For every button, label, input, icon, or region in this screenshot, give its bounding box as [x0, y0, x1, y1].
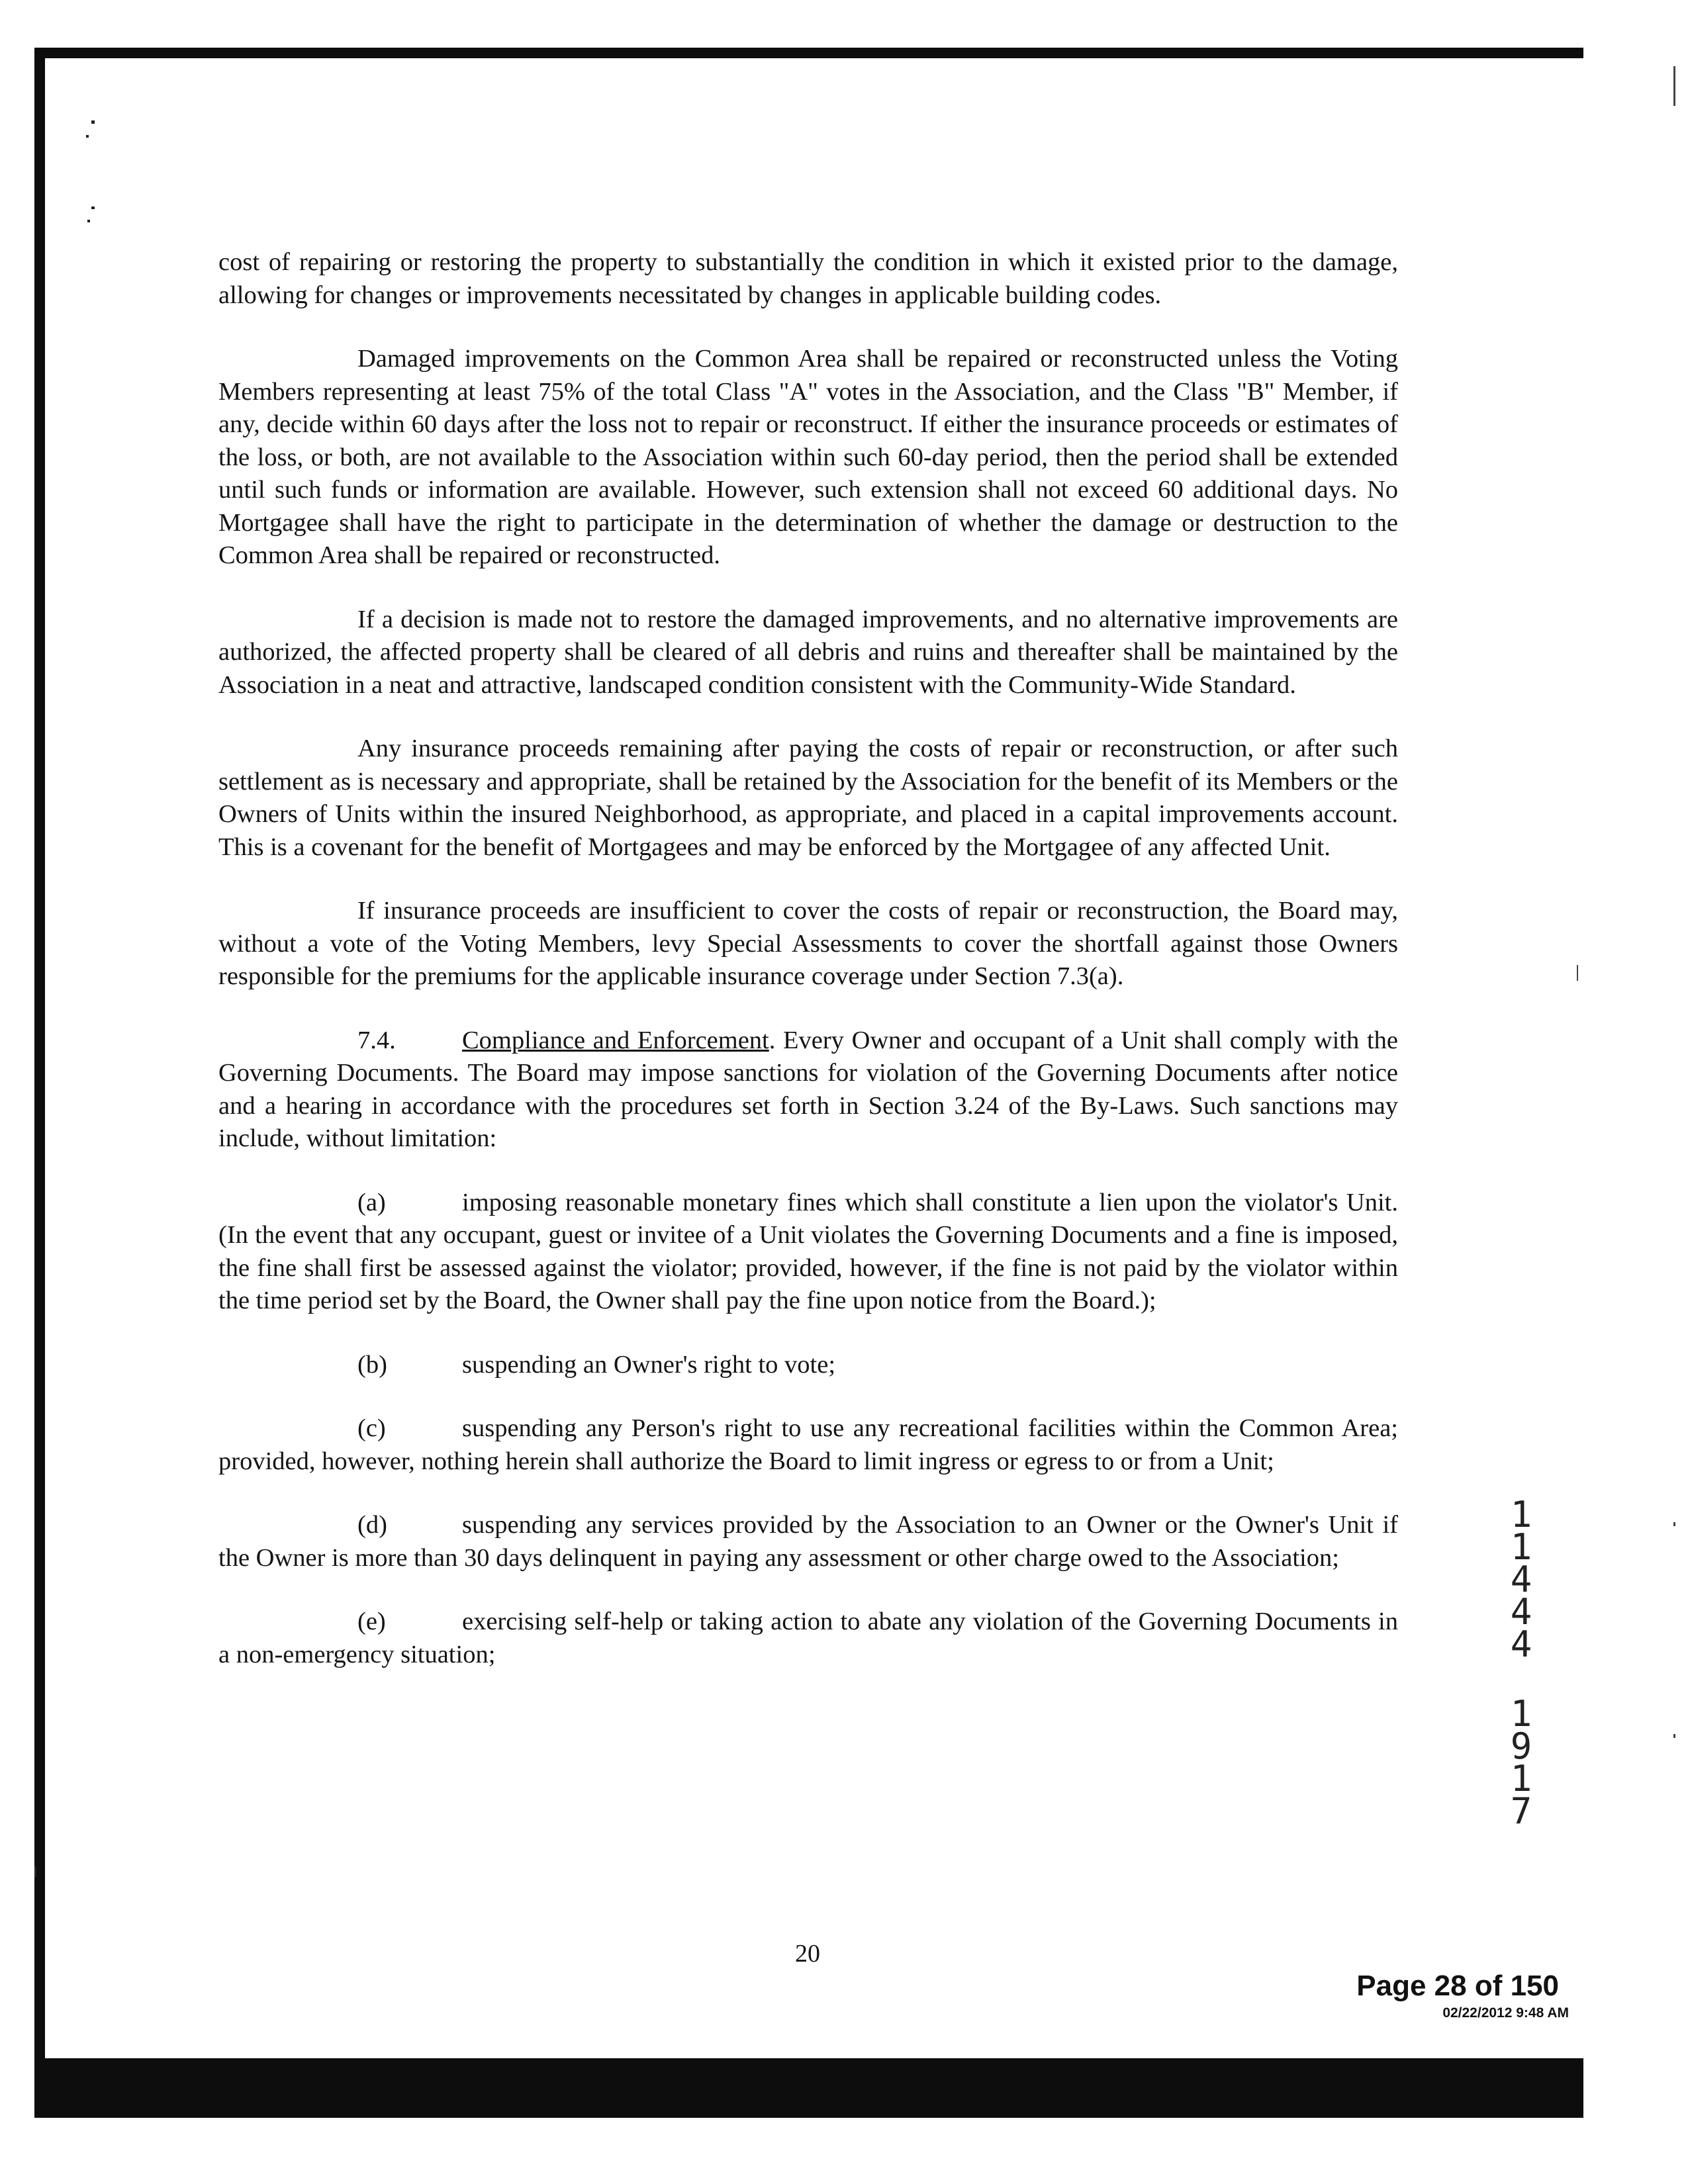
- item-label: (a): [357, 1188, 386, 1216]
- margin-digit: 4: [1510, 1591, 1532, 1633]
- scan-border-left: [34, 48, 45, 2118]
- margin-digit: 1: [1510, 1526, 1532, 1568]
- scan-border-bottom: [34, 2058, 1583, 2118]
- paragraph-continued: cost of repairing or restoring the property to substantially the condition in which it existed prior to the damage, allowing for changes or improvements necessitated by changes in applicable building codes.: [218, 248, 1398, 309]
- item-text: suspending any services provided by the Association to an Owner or the Owner's Unit if the Owner is more than 30 days delinquent in paying any assessment or other charge owed to the Association;: [218, 1511, 1398, 1572]
- list-item-a: [218, 1187, 1398, 1318]
- margin-digit: 7: [1510, 1790, 1532, 1832]
- item-label: (e): [357, 1608, 386, 1635]
- margin-digit: 9: [1510, 1725, 1532, 1767]
- section-number: 7.4.: [357, 1026, 396, 1054]
- recording-datetime-stamp: 02/22/2012 9:48 AM: [1442, 2005, 1569, 2021]
- paragraph-insufficient-proceeds: If insurance proceeds are insufficient to cover the costs of repair or reconstruction, the Board may, without a vote of the Voting Members, levy Special Assessments to cover the shortfall against those Owners responsible for the premiums for the applicable insurance coverage under Section 7.3(a).: [218, 897, 1398, 990]
- margin-document-number: [1501, 1494, 1541, 1832]
- paragraph-remaining-proceeds: Any insurance proceeds remaining after paying the costs of repair or reconstruction, or after such settlement as is necessary and appropriate, shall be retained by the Association for the benefit of its Members or the Owners of Units within the insured Neighborhood, as appropriate, and placed in a capital improvements account. This is a covenant for the benefit of Mortgagees and may be enforced by the Mortgagee of any affected Unit.: [218, 735, 1398, 861]
- list-item-b: [218, 1349, 1398, 1382]
- paragraph-damaged-improvements: Damaged improvements on the Common Area shall be repaired or reconstructed unless the Voting Members representing at least 75% of the total Class "A" votes in the Association, and the Class "B" Member, if any, decide within 60 days after the loss not to repair or reconstruct. If either the insurance proceeds or estimates of the loss, or both, are not available to the Association within such 60-day period, then the period shall be extended until such funds or information are available. However, such extension shall not exceed 60 additional days. No Mortgagee shall have the right to participate in the determination of whether the damage or destruction to the Common Area shall be repaired or reconstructed.: [218, 345, 1398, 569]
- list-item-e: [218, 1606, 1398, 1671]
- margin-digit: 4: [1510, 1559, 1532, 1600]
- item-label: (c): [357, 1414, 386, 1442]
- recording-page-stamp: Page 28 of 150: [1356, 1970, 1559, 2002]
- margin-digit: 1: [1510, 1494, 1532, 1535]
- scan-border-top: [34, 48, 1583, 58]
- margin-digit: 4: [1510, 1623, 1532, 1665]
- item-label: (d): [357, 1511, 387, 1539]
- scan-speck: [87, 220, 90, 222]
- item-text: suspending an Owner's right to vote;: [462, 1350, 836, 1379]
- margin-gap: [1501, 1661, 1541, 1698]
- margin-digit: 1: [1510, 1758, 1532, 1799]
- scan-edge-mark: [1673, 1734, 1675, 1738]
- scan-edge-mark: [1673, 66, 1675, 106]
- section-text: . Every Owner and occupant of a Unit shall comply with the Governing Documents. The Board may impose sanctions for violation of the Governing Documents after notice and a hearing in accordance with the procedures set forth in Section 3.24 of the By-Laws. Such sanctions may include, without limitation:: [218, 1026, 1398, 1152]
- section-title: Compliance and Enforcement: [462, 1026, 769, 1054]
- scan-edge-mark: [1577, 965, 1578, 981]
- scan-speck: [86, 135, 89, 138]
- item-text: imposing reasonable monetary fines which shall constitute a lien upon the violator's Unit. (In the event that any occupant, guest or invitee of a Unit violates the Governing Documents and a fine is imposed, the fine shall first be assessed against the violator; provided, however, if the fine is not paid by the violator within the time period set by the Board, the Owner shall pay the fine upon notice from the Board.);: [218, 1188, 1398, 1314]
- document-body: [218, 246, 1398, 1671]
- list-item-d: [218, 1509, 1398, 1574]
- item-text: exercising self-help or taking action to abate any violation of the Governing Documents in a non-emergency situation;: [218, 1608, 1398, 1668]
- item-label: (b): [357, 1350, 387, 1379]
- section-7-4: [218, 1024, 1398, 1156]
- page-number: 20: [795, 1940, 820, 1968]
- list-item-c: [218, 1412, 1398, 1478]
- scan-speck: [91, 120, 95, 124]
- margin-digit: 1: [1510, 1693, 1532, 1735]
- scan-edge-mark: [1673, 1522, 1675, 1526]
- item-text: suspending any Person's right to use any recreational facilities within the Common Area; provided, however, nothing herein shall authorize the Board to limit ingress or egress to or from a Unit;: [218, 1414, 1398, 1475]
- scan-speck: [34, 1866, 36, 1877]
- scan-speck: [91, 206, 95, 209]
- paragraph-no-restore-decision: If a decision is made not to restore the damaged improvements, and no alternative improvements are authorized, the affected property shall be cleared of all debris and ruins and thereafter shall be maintained by the Association in a neat and attractive, landscaped condition consistent with the Community-Wide Standard.: [218, 605, 1398, 699]
